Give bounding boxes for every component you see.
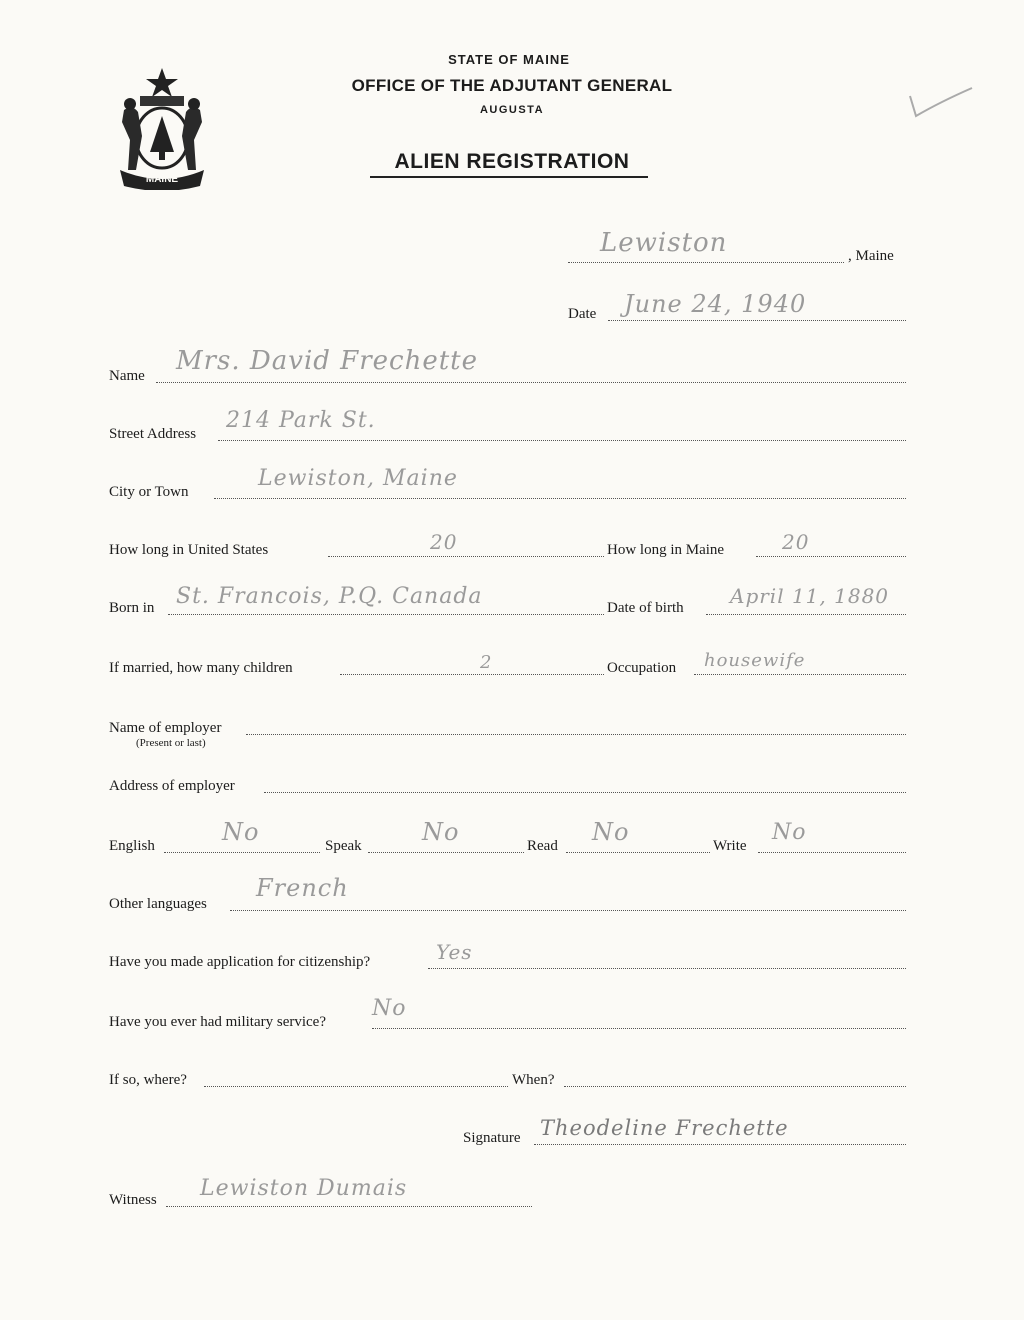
- speak-line: [368, 852, 524, 853]
- seal-banner-text: MAINE: [145, 174, 179, 185]
- read-label: Read: [527, 838, 558, 854]
- maine-years-value: 20: [782, 530, 810, 554]
- military-label: Have you ever had military service?: [109, 1014, 326, 1030]
- date-label: Date: [568, 306, 597, 322]
- signature-value: Theodeline Frechette: [540, 1116, 789, 1140]
- occupation-label: Occupation: [607, 660, 677, 676]
- children-line: [340, 674, 604, 675]
- us-years-line: [328, 556, 604, 557]
- witness-value: Lewiston Dumais: [200, 1176, 408, 1201]
- citizenship-label: Have you made application for citizenship?: [109, 954, 371, 970]
- write-label: Write: [713, 838, 747, 854]
- office-heading: OFFICE OF THE ADJUTANT GENERAL: [351, 76, 673, 95]
- english-label: English: [109, 838, 155, 854]
- name-value: Mrs. David Frechette: [176, 346, 479, 376]
- other-languages-label: Other languages: [109, 896, 207, 912]
- when-line: [564, 1086, 906, 1087]
- born-label: Born in: [109, 600, 155, 616]
- us-years-value: 20: [430, 530, 458, 554]
- employer-label: Name of employer: [109, 720, 222, 736]
- dob-value: April 11, 1880: [730, 584, 890, 608]
- dob-label: Date of birth: [607, 600, 684, 616]
- city-label: City or Town: [109, 484, 189, 500]
- city-line: [214, 498, 906, 499]
- location-line: [568, 262, 844, 263]
- write-line: [758, 852, 906, 853]
- employer-sublabel: (Present or last): [136, 737, 206, 749]
- citizenship-value: Yes: [436, 940, 473, 964]
- name-label: Name: [109, 368, 145, 384]
- date-value: June 24, 1940: [624, 290, 807, 318]
- form-title: ALIEN REGISTRATION: [394, 150, 630, 173]
- military-line: [372, 1028, 906, 1029]
- title-underline: [370, 176, 648, 178]
- speak-label: Speak: [325, 838, 362, 854]
- english-line: [164, 852, 320, 853]
- occupation-line: [694, 674, 906, 675]
- state-heading: STATE OF MAINE: [448, 52, 570, 67]
- city-value: Lewiston, Maine: [258, 466, 458, 491]
- where-label: If so, where?: [109, 1072, 187, 1088]
- employer-address-line: [264, 792, 906, 793]
- maine-years-line: [756, 556, 906, 557]
- occupation-value: housewife: [704, 650, 806, 671]
- location-state-label: , Maine: [848, 248, 894, 264]
- name-line: [156, 382, 906, 383]
- where-line: [204, 1086, 508, 1087]
- city-heading: AUGUSTA: [479, 104, 545, 116]
- check-mark: [900, 82, 980, 132]
- citizenship-line: [428, 968, 906, 969]
- date-line: [608, 320, 906, 321]
- dob-line: [706, 614, 906, 615]
- children-value: 2: [480, 652, 493, 673]
- write-value: No: [772, 820, 807, 845]
- signature-line: [534, 1144, 906, 1145]
- employer-line: [246, 734, 906, 735]
- military-value: No: [372, 996, 407, 1021]
- born-value: St. Francois, P.Q. Canada: [176, 584, 483, 609]
- children-label: If married, how many children: [109, 660, 293, 676]
- witness-line: [166, 1206, 532, 1207]
- signature-label: Signature: [463, 1130, 521, 1146]
- location-value: Lewiston: [600, 228, 728, 258]
- employer-address-label: Address of employer: [109, 778, 235, 794]
- read-line: [566, 852, 710, 853]
- english-value: No: [222, 818, 260, 846]
- us-years-label: How long in United States: [109, 542, 269, 558]
- other-languages-value: French: [256, 874, 349, 902]
- street-label: Street Address: [109, 426, 197, 442]
- other-languages-line: [230, 910, 906, 911]
- witness-label: Witness: [109, 1192, 157, 1208]
- when-label: When?: [512, 1072, 555, 1088]
- street-value: 214 Park St.: [226, 408, 376, 433]
- speak-value: No: [422, 818, 460, 846]
- maine-years-label: How long in Maine: [607, 542, 725, 558]
- born-line: [168, 614, 604, 615]
- read-value: No: [592, 818, 630, 846]
- street-line: [218, 440, 906, 441]
